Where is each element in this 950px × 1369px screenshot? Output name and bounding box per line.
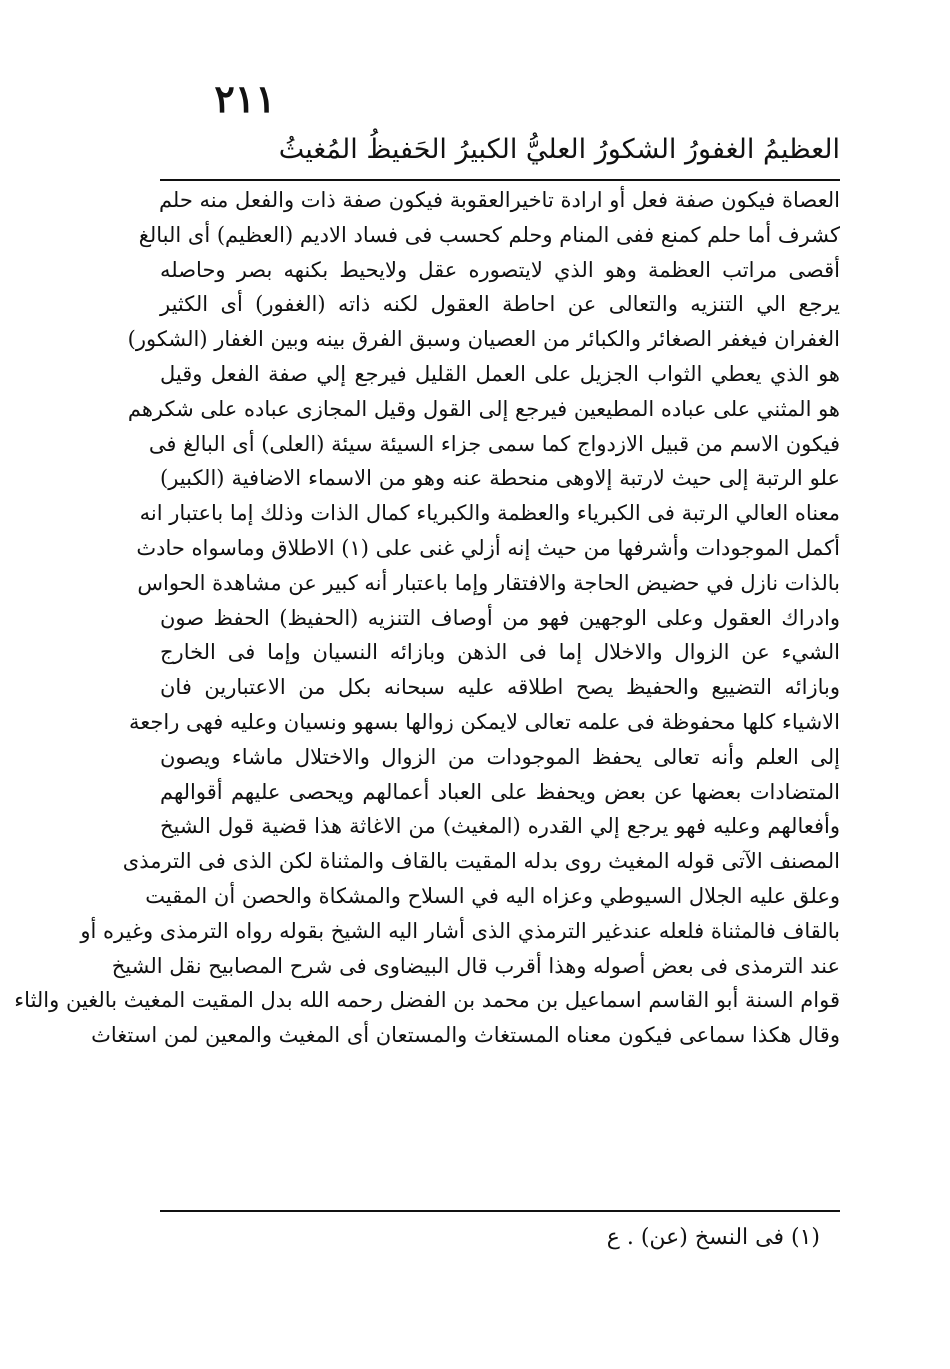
text-line: كشرف أما حلم كمنع ففى المنام وحلم كحسب فى فساد الاديم (العظيم) أى البالغ [138, 222, 840, 247]
text-line: وبازائه التضييع والحفيظ يصح اطلاقه عليه سبحانه بكل من الاعتبارين فان [160, 675, 840, 700]
text-line: الاشياء كلها محفوظة فى علمه تعالى لايمكن زوالها بسهو ونسيان وعليه فهى راجعة [128, 709, 840, 734]
text-line: بالذات نازل في حضيض الحاجة والافتقار وإما باعتبار أنه كبير عن مشاهدة الحواس [137, 570, 840, 595]
text-line: هو المثني على عباده المطيعين فيرجع إلى القول وقيل المجازى عباده على شكرهم [127, 396, 840, 421]
text-line: قوام السنة أبو القاسم اسماعيل بن محمد بن الفضل رحمه الله بدل المقيت المغيث بالغين والثاء [14, 988, 840, 1013]
text-line: الشيء عن الزوال والاخلال إما فى الذهن وبازائه النسيان وإما فى الخارج [160, 640, 840, 665]
text-line: هو الذي يعطي الثواب الجزيل على العمل القليل فيرجع إلي صفة الفعل وقيل [160, 361, 840, 386]
text-line: بالقاف فالمثناة فلعله عندغير الترمذي الذى أشار اليه الشيخ بقوله رواه الترمذى وغيره أو [80, 918, 840, 943]
text-line: أكمل الموجودات وأشرفها من حيث إنه أزلي غنى على (١) الاطلاق وماسواه حادث [136, 535, 840, 560]
text-line: إلى العلم وأنه تعالى يحفظ الموجودات من الزوال والاختلال ماشاء ويصون [160, 744, 840, 769]
footnote-divider [160, 1210, 840, 1212]
text-line: وأفعالهم وعليه فهو يرجع إلي القدره (المغيث) من الاغاثة هذا قضية قول الشيخ [160, 814, 840, 839]
text-line: يرجع الي التنزيه والتعالى عن احاطة العقول لكنه ذاته (الغفور) أى الكثير [160, 292, 840, 317]
text-line: فيكون الاسم من قبيل الازدواج كما سمى جزاء السيئة سيئة (العلى) أى البالغ فى [148, 431, 840, 456]
text-line: علو الرتبة إلى حيث لارتبة إلاوهى منحطة عنه وهو من الاسماء الاضافية (الكبير) [160, 466, 840, 491]
text-line: وقال هكذا سماعى فيكون معناه المستغاث والمستعان أى المغيث والمعين لمن استغاث [91, 1023, 840, 1048]
text-line: وعلق عليه الجلال السيوطي وعزاه اليه في السلاح والمشكاة والحصن أن المقيت [145, 883, 840, 908]
header-divider [160, 179, 840, 181]
text-line: وادراك العقول وعلى الوجهين فهو من أوصاف التنزيه (الحفيظ) الحفظ صون [160, 605, 840, 630]
text-line: المتضادات بعضها عن بعض ويحفظ على العباد أعمالهم ويحصى عليهم أقوالهم [160, 779, 840, 804]
text-line: المصنف الآتى قوله المغيث روى بدله المقيت بالقاف والمثناة لكن الذى فى الترمذى [122, 849, 840, 874]
running-header: العظيمُ الغفورُ الشكورُ العليُّ الكبيرُ الحَفيظُ المُغيثُ [278, 134, 840, 165]
text-line: عند الترمذى فى بعض أصوله وهذا أقرب قال البيضاوى فى شرح المصابيح نقل الشيخ [111, 953, 840, 978]
text-line: أقصى مراتب العظمة وهو الذي لايتصوره عقل ولايحيط بكنهه بصر وحاصله [160, 257, 840, 282]
footnote: (١) فى النسخ (عن) . ع [606, 1225, 820, 1250]
text-line: العصاة فيكون صفة فعل أو ارادة تاخيرالعقوبة فيكون صفة ذات والفعل منه حلم [158, 188, 840, 212]
text-line: معناه العالي الرتبة فى الكبرياء والعظمة والكبرياء كمال الذات وذلك إما باعتبار انه [139, 501, 840, 526]
text-line: الغفران فيغفر الصغائر والكبائر من العصيان وسبق الفرق بينه وبين الغفار (الشكور) [127, 327, 840, 352]
main-text-block [14, 183, 840, 1203]
page-number: ٢١١ [214, 76, 276, 121]
